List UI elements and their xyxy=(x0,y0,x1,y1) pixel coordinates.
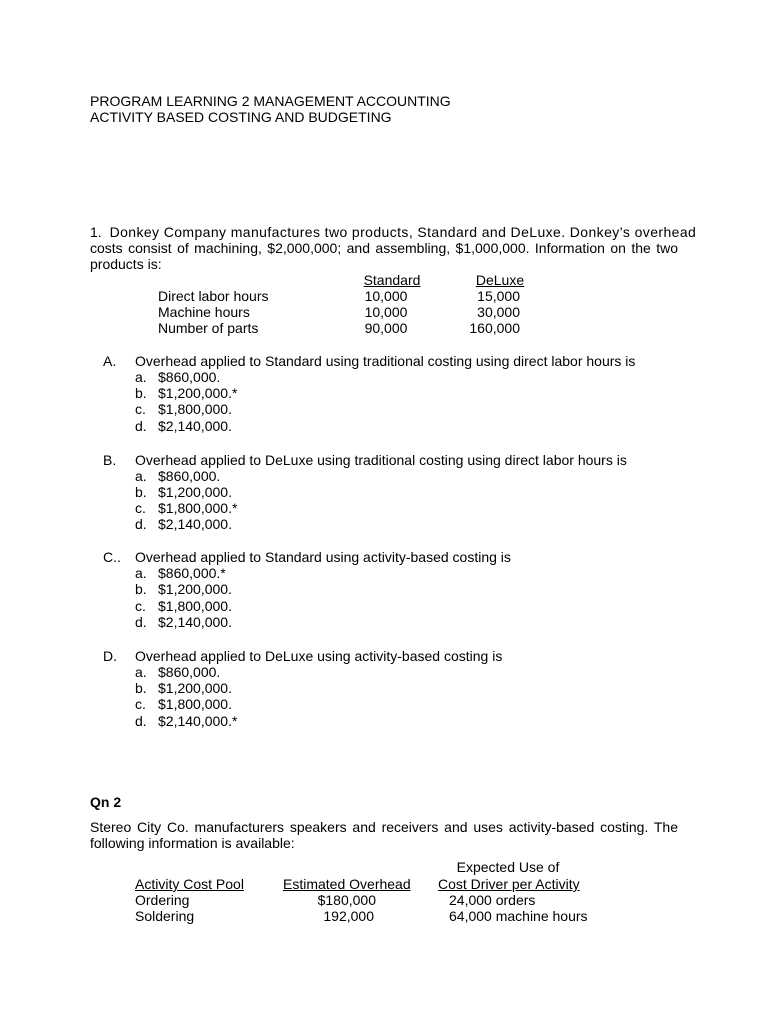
answer-option: b. $1,200,000. xyxy=(135,581,232,597)
part-stem: Overhead applied to Standard using activity-based costing is xyxy=(135,549,511,565)
part-letter: A. xyxy=(103,353,117,369)
answer-option: d. $2,140,000. xyxy=(135,516,232,532)
q2-col-driver: Cost Driver per Activity xyxy=(438,876,580,892)
part-letter: B. xyxy=(103,452,117,468)
answer-option: a. $860,000. xyxy=(135,468,221,484)
q1-intro-first-line xyxy=(90,224,696,240)
q1-row-label: Number of parts xyxy=(158,320,259,336)
q1-row-standard: 90,000 xyxy=(364,320,408,336)
q2-row-overhead: 192,000 xyxy=(323,908,374,924)
q2-row-driver: 64,000 machine hours xyxy=(449,908,588,924)
part-letter: D. xyxy=(103,648,117,664)
part-stem: Overhead applied to DeLuxe using activity-based costing is xyxy=(135,648,503,664)
answer-option: c. $1,800,000. xyxy=(135,598,232,614)
q1-row-standard: 10,000 xyxy=(364,304,408,320)
answer-option: c. $1,800,000. xyxy=(135,401,232,417)
q2-row-overhead: $180,000 xyxy=(317,892,376,908)
q2-col-pool: Activity Cost Pool xyxy=(135,876,244,892)
q1-intro-rest: costs consist of machining, $2,000,000; and assembling, $1,000,000. Information on the two products is: xyxy=(90,240,678,273)
q1-number: 1. xyxy=(90,224,102,240)
q2-row-pool: Ordering xyxy=(135,892,190,908)
part-stem: Overhead applied to Standard using traditional costing using direct labor hours is xyxy=(135,353,636,369)
q1-col-deluxe: DeLuxe xyxy=(475,272,525,288)
q1-intro-first: Donkey Company manufactures two products, Standard and DeLuxe. Donkey’s overhead xyxy=(109,224,697,240)
answer-option: c. $1,800,000. xyxy=(135,696,232,712)
q1-row-deluxe: 15,000 xyxy=(477,288,520,304)
document-header xyxy=(90,93,451,126)
header-line-1: PROGRAM LEARNING 2 MANAGEMENT ACCOUNTING xyxy=(90,93,451,109)
answer-option: d. $2,140,000. xyxy=(135,614,232,630)
answer-option: b. $1,200,000.* xyxy=(135,385,238,401)
answer-option: b. $1,200,000. xyxy=(135,680,232,696)
q1-row-label: Direct labor hours xyxy=(158,288,269,304)
q2-col-driver-top: Expected Use of xyxy=(456,859,560,875)
answer-option: c. $1,800,000.* xyxy=(135,500,238,516)
q1-row-standard: 10,000 xyxy=(364,288,408,304)
answer-option: d. $2,140,000.* xyxy=(135,713,238,729)
answer-option: a. $860,000. xyxy=(135,369,221,385)
q2-col-overhead: Estimated Overhead xyxy=(283,876,411,892)
q2-row-pool: Soldering xyxy=(135,908,195,924)
part-stem: Overhead applied to DeLuxe using traditional costing using direct labor hours is xyxy=(135,452,627,468)
answer-option: a. $860,000. xyxy=(135,664,221,680)
q1-row-label: Machine hours xyxy=(158,304,250,320)
q2-row-driver: 24,000 orders xyxy=(449,892,536,908)
answer-option: a. $860,000.* xyxy=(135,565,226,581)
header-line-2: ACTIVITY BASED COSTING AND BUDGETING xyxy=(90,109,392,126)
q2-intro: Stereo City Co. manufacturers speakers and receivers and uses activity-based costing. The following information is available: xyxy=(90,819,678,852)
q2-heading: Qn 2 xyxy=(90,794,122,810)
q1-row-deluxe: 30,000 xyxy=(477,304,520,320)
answer-option: b. $1,200,000. xyxy=(135,484,232,500)
q1-col-standard: Standard xyxy=(363,272,421,288)
q1-row-deluxe: 160,000 xyxy=(469,320,520,336)
answer-option: d. $2,140,000. xyxy=(135,418,232,434)
part-letter: C.. xyxy=(103,549,121,565)
